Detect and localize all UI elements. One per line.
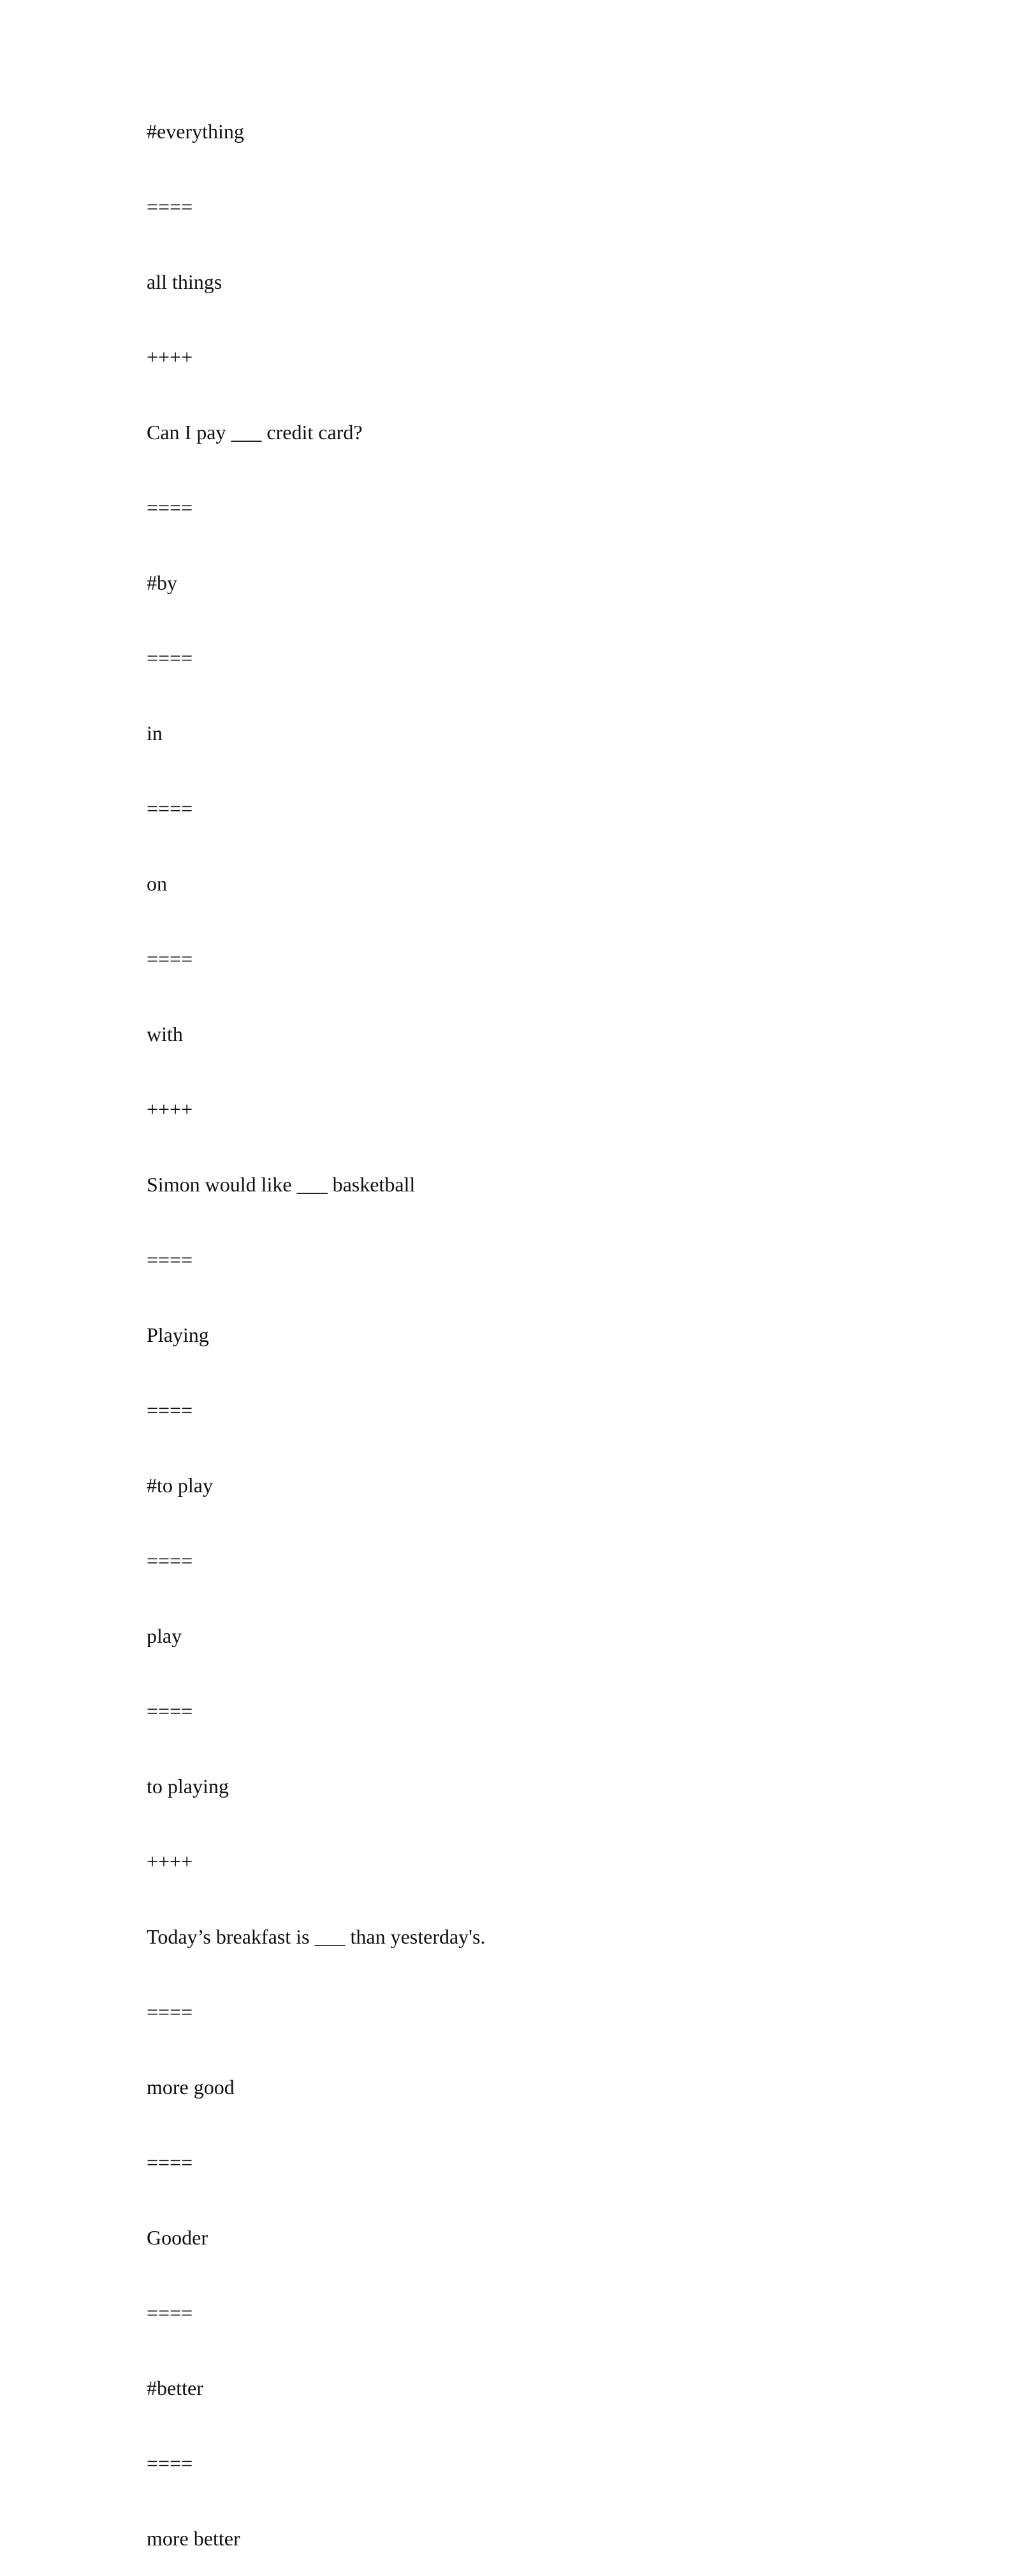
option-separator: ==== (147, 1699, 193, 1722)
question-separator: ++++ (147, 1098, 193, 1121)
question-separator: ++++ (147, 346, 193, 368)
answer-option-correct: #by (147, 571, 177, 594)
option-separator: ==== (147, 1248, 193, 1271)
option-separator: ==== (147, 2000, 193, 2023)
answer-option-correct: #better (147, 2376, 203, 2399)
option-separator: ==== (147, 496, 193, 519)
answer-option: all things (147, 270, 222, 293)
question-text: Can I pay ___ credit card? (147, 421, 363, 444)
option-separator: ==== (147, 947, 193, 970)
option-separator: ==== (147, 646, 193, 669)
answer-option: more good (147, 2076, 235, 2099)
answer-option: in (147, 722, 163, 745)
question-text: Today’s breakfast is ___ than yesterday's. (147, 1925, 486, 1948)
option-separator: ==== (147, 2301, 193, 2324)
option-separator: ==== (147, 2151, 193, 2174)
option-separator: ==== (147, 195, 193, 218)
answer-option: play (147, 1624, 182, 1647)
answer-option: Playing (147, 1323, 209, 1346)
option-separator: ==== (147, 1399, 193, 1422)
answer-option-correct: #to play (147, 1474, 213, 1497)
option-separator: ==== (147, 2452, 193, 2475)
answer-option: Gooder (147, 2226, 208, 2249)
answer-option-correct: #everything (147, 120, 244, 143)
answer-option: with (147, 1022, 183, 1045)
answer-option: to playing (147, 1775, 229, 1798)
option-separator: ==== (147, 1549, 193, 1572)
document-body (147, 94, 899, 2576)
question-separator: ++++ (147, 1850, 193, 1873)
question-text: Simon would like ___ basketball (147, 1173, 416, 1196)
option-separator: ==== (147, 797, 193, 820)
answer-option: on (147, 872, 167, 895)
answer-option: more better (147, 2527, 240, 2550)
